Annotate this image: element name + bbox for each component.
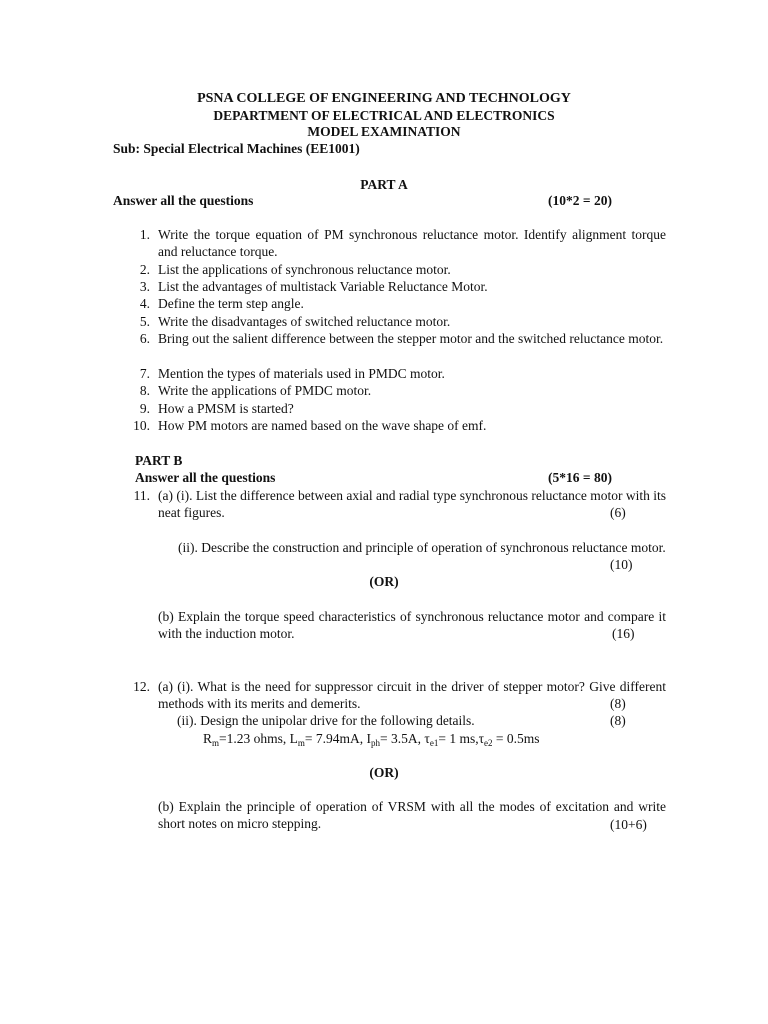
q11-a-ii-marks: (10) <box>610 557 633 572</box>
formula-symbol: τ <box>424 731 430 746</box>
formula-subscript: m <box>297 738 305 748</box>
question-number: 6. <box>139 331 150 346</box>
formula-value: = 7.94mA, <box>304 731 367 746</box>
formula-value: = 0.5ms <box>492 731 540 746</box>
formula-symbol: R <box>203 731 213 746</box>
question-text: How a PMSM is started? <box>158 401 294 416</box>
formula-symbol: L <box>289 731 298 746</box>
q11-a-i-text: (a) (i). List the difference between axial and radial type synchronous reluctance motor with its neat figures. <box>158 488 666 520</box>
question-text: List the applications of synchronous reluctance motor. <box>158 262 451 277</box>
question-text: Define the term step angle. <box>158 296 304 311</box>
formula-subscript: e1 <box>429 738 439 748</box>
formula-symbol: τ <box>478 731 485 746</box>
question-number: 4. <box>139 296 150 311</box>
q12-a-i-marks: (8) <box>610 696 626 711</box>
q11-a-ii-text: (ii). Describe the construction and principle of operation of synchronous reluctance motor. <box>178 540 666 555</box>
part-a-title: PART A <box>360 177 408 192</box>
q11-a-i-marks: (6) <box>610 505 626 520</box>
college-name: PSNA COLLEGE OF ENGINEERING AND TECHNOLOGY <box>197 91 571 106</box>
part-a-marks: (10*2 = 20) <box>548 193 612 208</box>
question-number: 11. <box>133 488 150 503</box>
part-b-marks: (5*16 = 80) <box>548 470 612 485</box>
q12-a-ii-text: (ii). Design the unipolar drive for the following details. <box>177 713 475 728</box>
question-number: 3. <box>139 279 150 294</box>
formula-value: = 3.5A, <box>380 731 425 746</box>
question-number: 7. <box>139 366 150 381</box>
formula-subscript: ph <box>371 738 381 748</box>
question-number: 10. <box>133 418 150 433</box>
q12-a-ii-marks: (8) <box>610 713 626 728</box>
part-b-title: PART B <box>135 453 183 468</box>
q11-or-separator: (OR) <box>369 574 399 589</box>
question-text: Write the applications of PMDC motor. <box>158 383 372 398</box>
formula-value: =1.23 ohms, <box>219 731 290 746</box>
question-number: 5. <box>139 314 150 329</box>
question-text: Write the torque equation of PM synchronous reluctance motor. Identify alignment torque and reluctance torque. <box>158 227 666 259</box>
q12-b-text: (b) Explain the principle of operation of VRSM with all the modes of excitation and write short notes on micro stepping. <box>158 799 666 831</box>
subject-line: Sub: Special Electrical Machines (EE1001) <box>113 141 360 156</box>
q11-b-marks: (16) <box>612 626 635 641</box>
question-text: List the advantages of multistack Variable Reluctance Motor. <box>158 279 488 294</box>
part-a-instruction: Answer all the questions <box>113 193 254 208</box>
q11-b-text: (b) Explain the torque speed characteristics of synchronous reluctance motor and compare it with the induction motor. <box>158 609 666 641</box>
q12-b-marks: (10+6) <box>610 817 647 832</box>
part-b-instruction: Answer all the questions <box>135 470 276 485</box>
question-text: Write the disadvantages of switched reluctance motor. <box>158 314 451 329</box>
q12-formula <box>203 730 540 747</box>
formula-subscript: e2 <box>484 738 493 748</box>
question-number: 2. <box>139 262 150 277</box>
exam-title: MODEL EXAMINATION <box>307 124 461 139</box>
question-number: 8. <box>139 383 150 398</box>
formula-value: = 1 ms, <box>438 731 479 746</box>
question-text: Mention the types of materials used in PMDC motor. <box>158 366 445 381</box>
question-text: Bring out the salient difference between the stepper motor and the switched reluctance motor. <box>158 331 664 346</box>
question-number: 12. <box>133 679 150 694</box>
q12-or-separator: (OR) <box>369 765 399 780</box>
q12-a-i-text: (a) (i). What is the need for suppressor circuit in the driver of stepper motor? Give different methods with its merits and demerits. <box>158 679 666 711</box>
formula-symbol: I <box>366 731 372 746</box>
formula-subscript: m <box>212 738 220 748</box>
question-number: 1. <box>139 227 150 242</box>
question-number: 9. <box>139 401 150 416</box>
department-name: DEPARTMENT OF ELECTRICAL AND ELECTRONICS <box>213 108 555 123</box>
question-text: How PM motors are named based on the wave shape of emf. <box>158 418 487 433</box>
